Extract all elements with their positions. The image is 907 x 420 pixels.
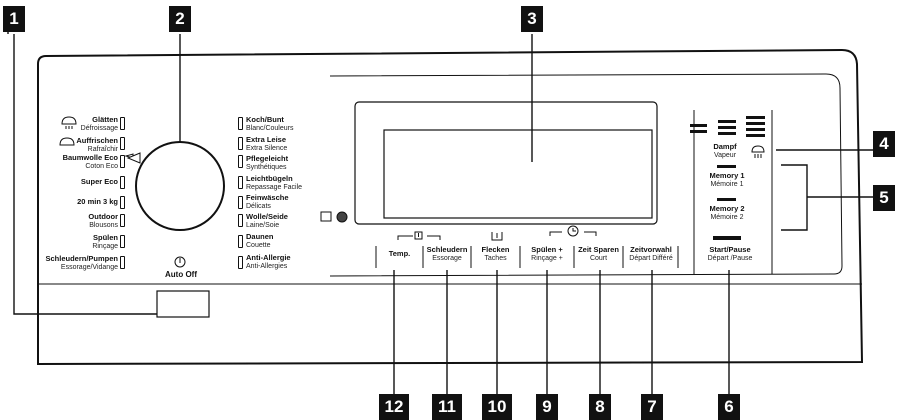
memory-1-button[interactable]: Memory 1 Mémoire 1 (709, 171, 745, 188)
program-right-led-4 (238, 176, 243, 189)
callout-2: 2 (169, 6, 191, 32)
program-right-1: Koch/Bunt Blanc/Couleurs (246, 115, 294, 132)
led-steam-1 (690, 124, 707, 127)
program-right-2: Extra Leise Extra Silence (246, 135, 288, 152)
power-button-shape (157, 291, 209, 317)
led-steam-2c (718, 132, 736, 135)
stain-button[interactable]: Flecken Taches (481, 245, 510, 262)
led-steam-3c (746, 128, 765, 131)
program-left-6: Outdoor Blousons (88, 212, 118, 229)
stain-icon (492, 232, 502, 240)
led-steam-3b (746, 122, 765, 125)
callout-4: 4 (873, 131, 895, 157)
program-left-4: Super Eco (80, 177, 118, 186)
spin-button[interactable]: Schleudern Essorage (426, 245, 468, 262)
clock-icon (568, 226, 578, 236)
program-left-3: Baumwolle Eco Coton Eco (62, 153, 118, 170)
start-pause-button[interactable]: Start/Pause Départ /Pause (707, 245, 753, 262)
callout-7: 7 (641, 394, 663, 420)
program-left-led-7 (120, 235, 125, 248)
rinse-plus-button[interactable]: Spülen + Rinçage + (531, 245, 563, 262)
program-left-led-4 (120, 176, 125, 189)
memory-2-button[interactable]: Memory 2 Mémoire 2 (709, 204, 745, 221)
callout-6: 6 (718, 394, 740, 420)
auto-off-label: Auto Off (165, 270, 197, 279)
program-right-6: Wolle/Seide Laine/Soie (246, 212, 288, 229)
program-right-led-8 (238, 256, 243, 269)
wool-icon (321, 212, 347, 222)
led-steam-3 (746, 116, 765, 119)
program-right-led-2 (238, 137, 243, 150)
callout-9: 9 (536, 394, 558, 420)
power-icon (175, 257, 185, 267)
led-steam-1b (690, 130, 707, 133)
callout-11: 11 (432, 394, 462, 420)
display-screen (384, 130, 652, 218)
thermometer-icon (415, 232, 422, 239)
program-right-led-1 (238, 117, 243, 130)
program-left-led-2 (120, 137, 125, 150)
delay-start-button[interactable]: Zeitvorwahl Départ Différé (629, 245, 673, 262)
display-frame (355, 102, 657, 224)
led-memory2 (717, 198, 736, 201)
program-left-8: Schleudern/Pumpen Essorage/Vidange (45, 254, 118, 271)
callout-12: 12 (379, 394, 409, 420)
callout-10: 10 (482, 394, 512, 420)
program-left-5: 20 min 3 kg (77, 197, 118, 206)
led-steam-2 (718, 120, 736, 123)
program-right-8: Anti-Allergie Anti-Allergies (246, 253, 291, 270)
program-left-led-3 (120, 155, 125, 168)
callout-8: 8 (589, 394, 611, 420)
led-steam-2b (718, 126, 736, 129)
program-left-2: Auffrischen Rafraîchir (76, 136, 118, 153)
program-left-led-6 (120, 214, 125, 227)
program-left-7: Spülen Rinçage (92, 233, 118, 250)
callout-5: 5 (873, 185, 895, 211)
program-right-4: Leichtbügeln Repassage Facile (246, 174, 303, 191)
steam-icon (752, 146, 764, 158)
time-save-button[interactable]: Zeit Sparen Court (578, 245, 619, 262)
led-steam-3d (746, 134, 765, 137)
steam-button[interactable]: Dampf Vapeur (713, 142, 737, 159)
program-left-led-8 (120, 256, 125, 269)
program-right-led-3 (238, 155, 243, 168)
led-memory1 (717, 165, 736, 168)
temp-button[interactable]: Temp. (388, 249, 411, 258)
led-start (713, 236, 741, 240)
program-right-led-5 (238, 196, 243, 209)
program-right-led-7 (238, 235, 243, 248)
callout-3: 3 (521, 6, 543, 32)
program-right-3: Pflegeleicht Synthétiques (246, 154, 289, 171)
program-right-led-6 (238, 214, 243, 227)
program-right-5: Feinwäsche Délicats (246, 193, 289, 210)
program-left-led-1 (120, 117, 125, 130)
program-left-led-5 (120, 196, 125, 209)
program-right-7: Daunen Couette (246, 232, 274, 249)
callout-1: 1 (3, 6, 25, 32)
program-dial (136, 142, 224, 230)
program-left-1: Glätten Défroissage (80, 115, 118, 132)
